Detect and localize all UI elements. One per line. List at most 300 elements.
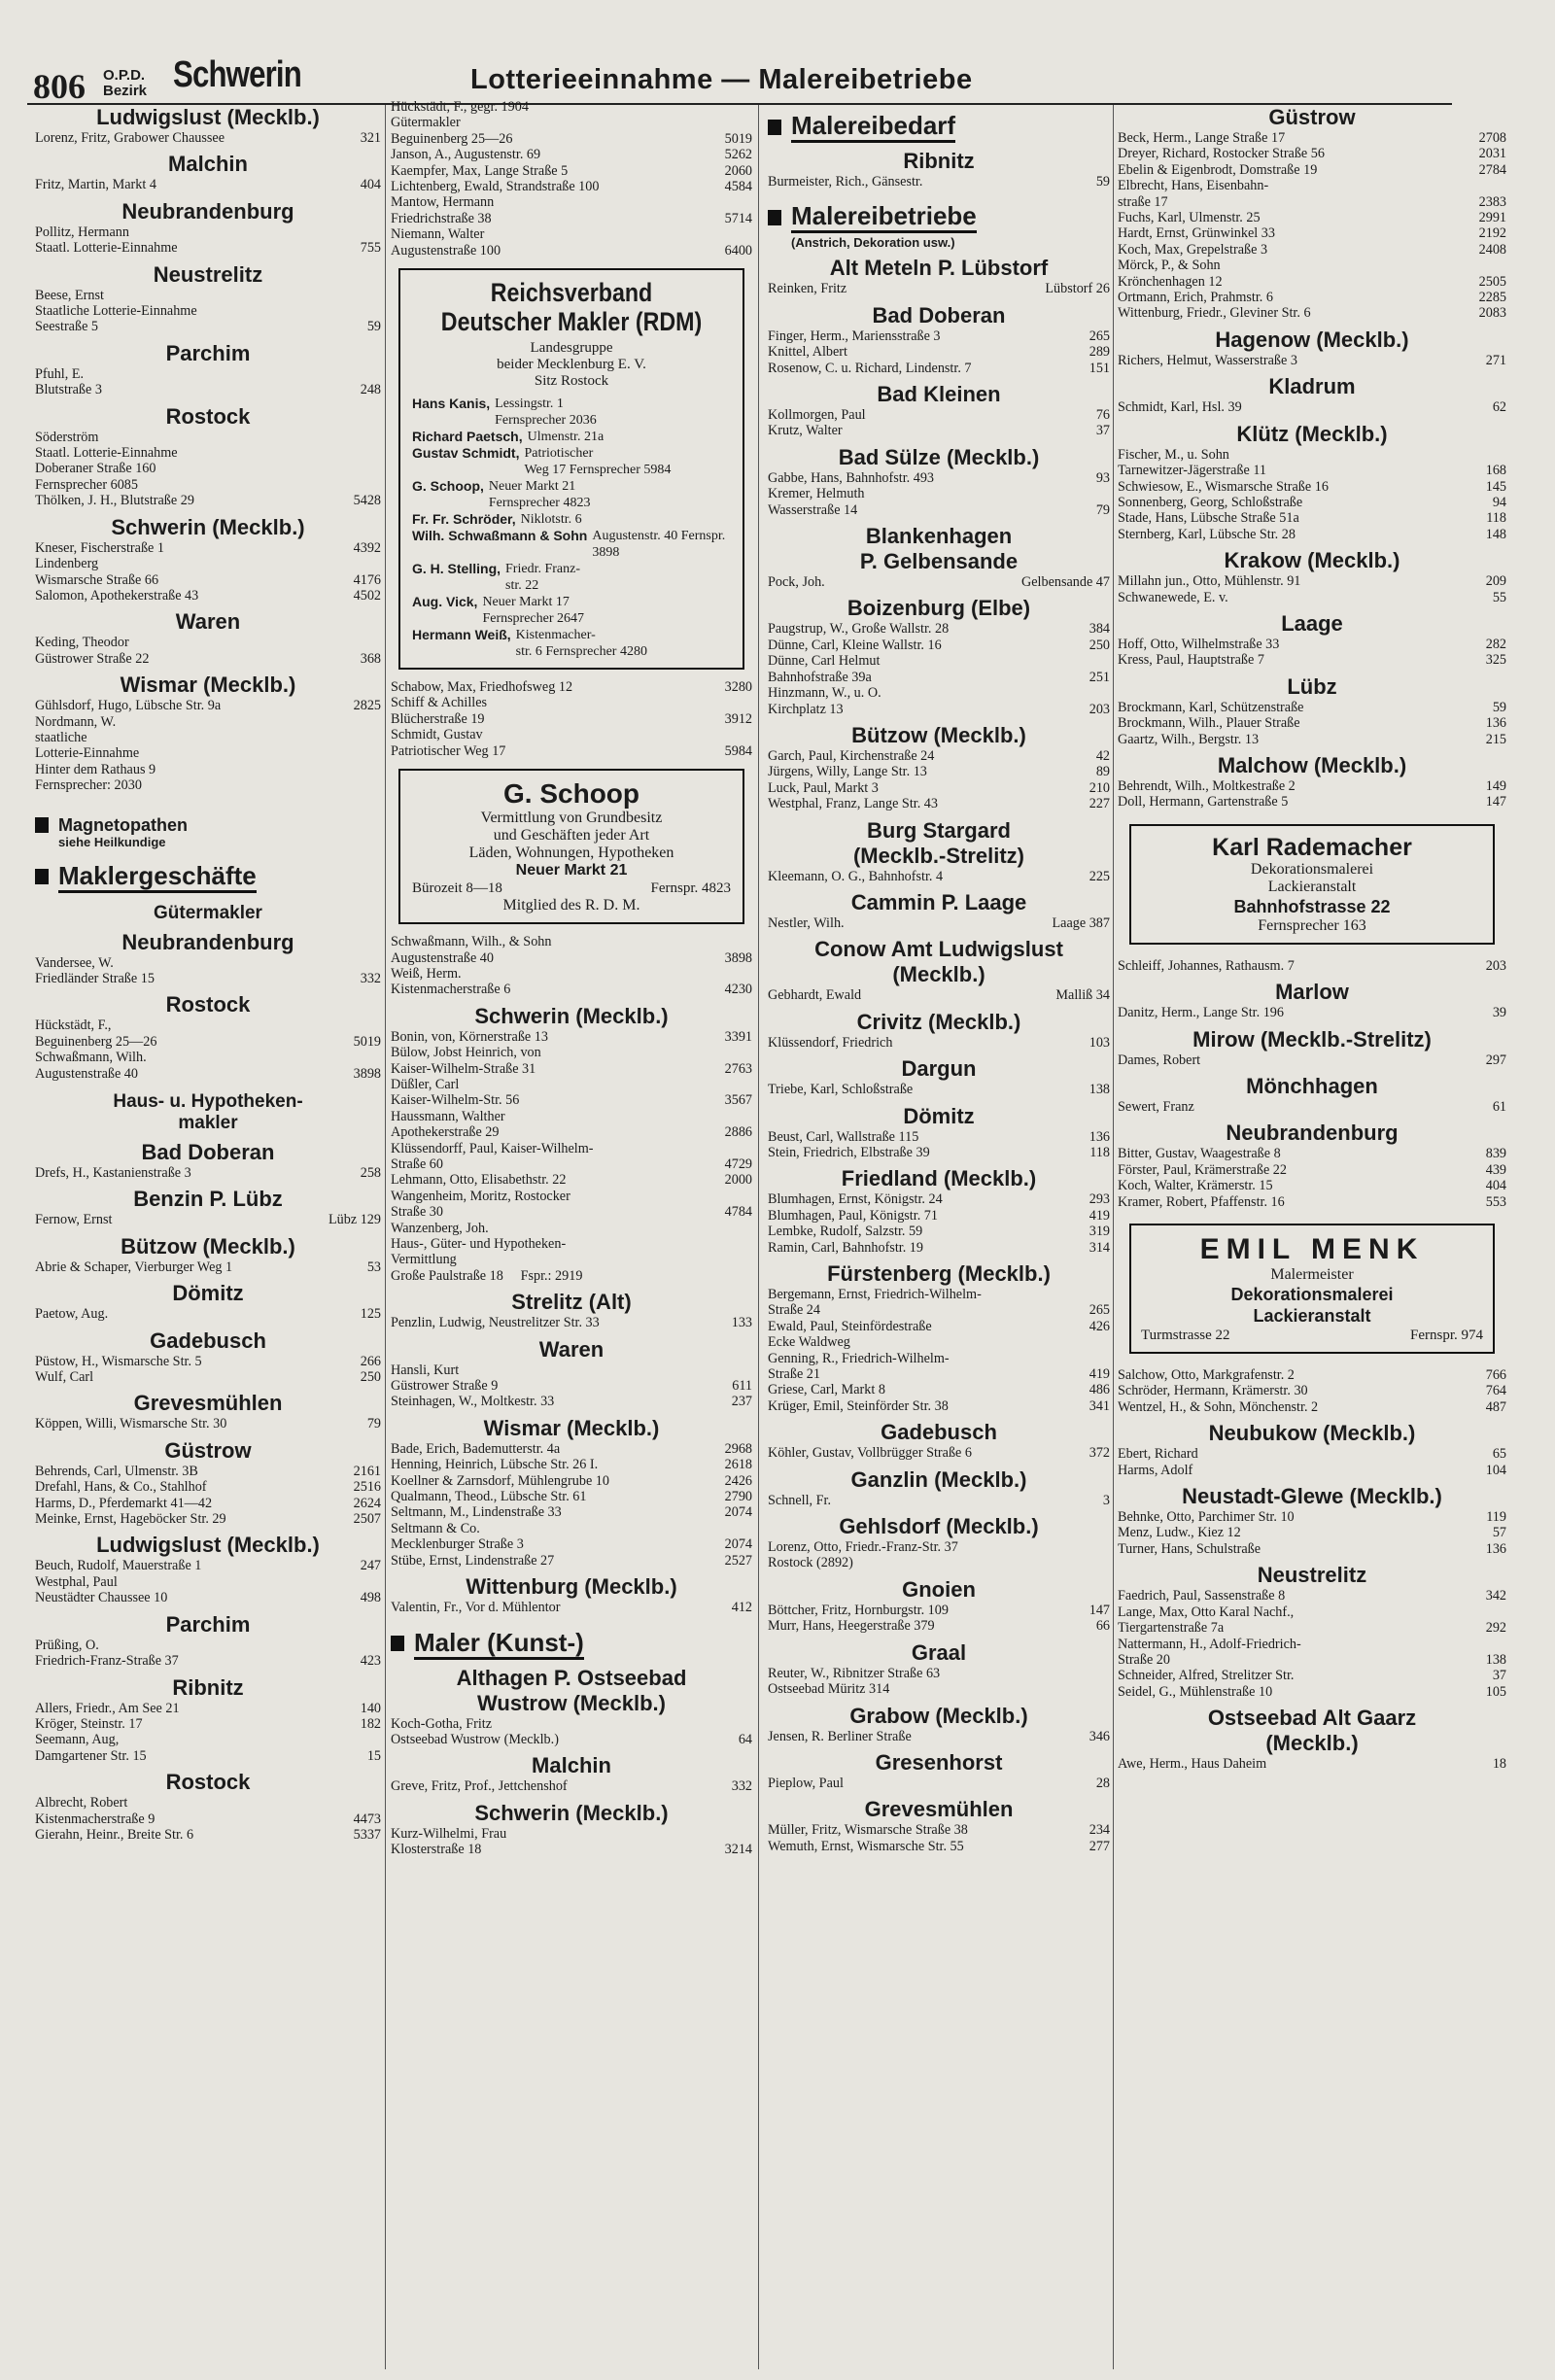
entry-text: Richers, Helmut, Wasserstraße 3 (1118, 352, 1297, 368)
place-heading: Gnoien (902, 1576, 976, 1602)
entry-number: 140 (360, 1700, 381, 1716)
entry-number: 89 (1095, 764, 1110, 780)
entry-text: Kleemann, O. G., Bahnhofstr. 4 (768, 868, 944, 884)
entry-row (35, 714, 381, 794)
entry-text: Beuch, Rudolf, Mauerstraße 1 (35, 1558, 202, 1574)
entry-row (35, 1369, 381, 1385)
place-heading: Blankenhagen P. Gelbensande (859, 524, 1019, 574)
entry-text: Westphal, Paul Neustädter Chaussee 10 (35, 1573, 168, 1606)
category-heading: Gütermakler (154, 902, 262, 923)
entry-text: Wanzenberg, Joh. Haus-, Güter- und Hypotheken- Vermittlung Große Paulstraße 18 Fspr.: 2919 (391, 1220, 583, 1284)
entry-row (768, 574, 1110, 590)
place-heading: Bad Sülze (Mecklb.) (838, 444, 1040, 469)
place-heading: Grabow (Mecklb.) (849, 1703, 1028, 1728)
entry-number: 151 (1088, 360, 1110, 376)
bezirk-label: Bezirk (103, 83, 148, 99)
entry-number: 79 (366, 1416, 381, 1432)
menk-ad-box (1129, 1224, 1495, 1354)
entry-text: Pollitz, Hermann Staatl. Lotterie-Einnahme (35, 224, 178, 257)
entry-row (391, 1029, 752, 1045)
entry-number: 289 (1088, 344, 1110, 361)
entry-number: 5019 (353, 1033, 381, 1050)
rademacher-phone: Fernsprecher 163 (1258, 916, 1366, 934)
entry-number: 297 (1485, 1052, 1506, 1068)
entry-number: 225 (1088, 868, 1110, 884)
entry-row (768, 1240, 1110, 1256)
member-details: Neuer Markt 21 Fernsprecher 4823 (488, 479, 591, 511)
entry-number: 149 (1485, 777, 1506, 794)
entry-text: Penzlin, Ludwig, Neustrelitzer Str. 33 (391, 1315, 600, 1331)
member-details: Patriotischer Weg 17 Fernsprecher 5984 (524, 446, 672, 478)
entry-row (1118, 527, 1506, 542)
entry-text: Ramin, Carl, Bahnhofstr. 19 (768, 1239, 923, 1256)
place-heading: Grevesmühlen (864, 1797, 1014, 1822)
place-heading: Benzin P. Lübz (133, 1187, 283, 1212)
entry-text: Kneser, Fischerstraße 1 (35, 539, 164, 556)
entry-row (35, 1050, 381, 1082)
place-heading: Fürstenberg (Mecklb.) (827, 1261, 1051, 1286)
entry-row (1118, 1756, 1506, 1772)
entry-row (35, 588, 381, 604)
entry-row (391, 1045, 752, 1077)
menk-address: Turmstrasse 22 (1141, 1328, 1230, 1344)
entry-row (768, 174, 1110, 190)
district-city: Schwerin (173, 54, 301, 95)
entry-number: 2790 (724, 1489, 752, 1505)
entry-text: Hückstädt, F., gegr. 1904 Gütermakler Beguinenberg 25—26 (391, 99, 529, 147)
entry-row (1118, 510, 1506, 526)
entry-row (35, 635, 381, 667)
entry-row (391, 695, 752, 727)
entry-number: 145 (1485, 478, 1506, 495)
entry-row (768, 281, 1110, 296)
column-divider (1113, 105, 1114, 2369)
place-heading: Wittenburg (Mecklb.) (466, 1574, 677, 1600)
entry-row (1118, 495, 1506, 510)
schoop-hours-row (412, 880, 731, 897)
entry-row (35, 1018, 381, 1050)
entry-row (768, 764, 1110, 779)
entry-text: Murr, Hans, Heegerstraße 379 (768, 1618, 935, 1635)
member-row (412, 594, 731, 627)
entry-row (35, 224, 381, 257)
section-bullet (35, 869, 49, 884)
entry-row (768, 1035, 1110, 1051)
entry-text: Düßler, Carl Kaiser-Wilhelm-Str. 56 (391, 1076, 520, 1109)
schoop-title: G. Schoop (503, 778, 639, 810)
column-4 (1118, 99, 1506, 2373)
entry-text: Klüssendorff, Paul, Kaiser-Wilhelm- Straße 60 (391, 1140, 594, 1172)
entry-number: 258 (360, 1165, 381, 1181)
member-name: Hans Kanis, (412, 396, 491, 412)
entry-row (1118, 1588, 1506, 1604)
entry-number: 2083 (1478, 305, 1506, 322)
entry-row (768, 1208, 1110, 1224)
place-heading: Ribnitz (903, 149, 975, 173)
entry-row (1118, 637, 1506, 652)
entry-row (1118, 1446, 1506, 1462)
member-details: Augustenstr. 40 Fernspr. 3898 (592, 529, 726, 561)
entry-row (35, 1701, 381, 1716)
place-heading: Güstrow (1268, 105, 1356, 129)
entry-text: Keding, Theodor Güstrower Straße 22 (35, 635, 150, 667)
place-heading: Althagen P. Ostseebad Wustrow (Mecklb.) (456, 1665, 687, 1715)
entry-row (1118, 242, 1506, 258)
schoop-phone: Fernspr. 4823 (650, 880, 731, 897)
member-details: Niklotstr. 6 (520, 512, 582, 528)
entry-number: 4784 (724, 1204, 752, 1221)
entry-number: 2708 (1478, 130, 1506, 146)
entry-row (35, 1574, 381, 1606)
entry-text: Kröger, Steinstr. 17 (35, 1715, 143, 1732)
entry-number: 2763 (724, 1060, 752, 1077)
entry-row (391, 1504, 752, 1520)
place-heading: Rostock (165, 1770, 251, 1795)
entry-number: 5984 (724, 742, 752, 759)
entry-row (1118, 778, 1506, 794)
entry-text: Allers, Friedr., Am See 21 (35, 1700, 180, 1716)
entry-text: Paetow, Aug. (35, 1306, 109, 1323)
entry-number: 5262 (724, 147, 752, 163)
entry-number: 2426 (724, 1472, 752, 1489)
entry-number: 248 (360, 382, 381, 398)
member-name: G. Schoop, (412, 478, 484, 495)
entry-number: Lübz 129 (328, 1212, 381, 1228)
entry-row (1118, 305, 1506, 321)
entry-text: Jensen, R. Berliner Straße (768, 1728, 912, 1744)
entry-row (35, 1416, 381, 1431)
place-heading: Malchin (532, 1753, 611, 1778)
entry-text: Böttcher, Fritz, Hornburgstr. 109 (768, 1602, 949, 1618)
entry-text: Schabow, Max, Friedhofsweg 12 (391, 679, 573, 696)
entry-text: Mantow, Hermann Friedrichstraße 38 (391, 194, 495, 226)
place-heading: Klütz (Mecklb.) (1236, 421, 1388, 446)
entry-text: Steinhagen, W., Moltkestr. 33 (391, 1394, 555, 1410)
entry-text: Henning, Heinrich, Lübsche Str. 26 I. (391, 1457, 599, 1473)
entry-number: 215 (1485, 731, 1506, 747)
entry-text: Gühlsdorf, Hugo, Lübsche Str. 9a (35, 698, 222, 714)
entry-number: 341 (1088, 1397, 1110, 1414)
entry-text: Kremer, Helmuth Wasserstraße 14 (768, 486, 865, 518)
rademacher-title: Karl Rademacher (1212, 833, 1412, 861)
entry-number: 147 (1485, 794, 1506, 811)
entry-number: 265 (1088, 1302, 1110, 1319)
section-title: Maklergeschäfte (58, 861, 257, 893)
entry-number: 65 (1492, 1446, 1506, 1463)
entry-text: Dünne, Carl, Kleine Wallstr. 16 (768, 637, 942, 653)
entry-number: 5428 (353, 493, 381, 509)
entry-text: Lichtenberg, Ewald, Strandstraße 100 (391, 179, 600, 195)
entry-row (35, 1259, 381, 1275)
entry-row (35, 1716, 381, 1732)
entry-number: 3391 (724, 1028, 752, 1045)
entry-number: 321 (360, 130, 381, 146)
entry-row (391, 1489, 752, 1504)
entry-row (768, 621, 1110, 637)
member-row (412, 429, 731, 445)
entry-number: 64 (738, 1731, 752, 1747)
entry-row (391, 1553, 752, 1569)
entry-number: 37 (1492, 1668, 1506, 1684)
entry-row (768, 1082, 1110, 1097)
entry-text: Seltmann & Co. Mecklenburger Straße 3 (391, 1520, 524, 1553)
place-heading: Gadebusch (150, 1328, 266, 1353)
entry-number: 487 (1485, 1398, 1506, 1415)
entry-text: Lindenberg Wismarsche Straße 66 (35, 556, 159, 588)
entry-text: Seidel, G., Mühlenstraße 10 (1118, 1683, 1273, 1700)
entry-text: Bonin, von, Körnerstraße 13 (391, 1028, 548, 1045)
section-title: Magnetopathen (58, 814, 188, 835)
section-heading (35, 861, 381, 893)
entry-text: Vandersee, W. Friedländer Straße 15 (35, 954, 155, 986)
entry-row (768, 780, 1110, 796)
member-row (412, 561, 731, 594)
entry-text: Fuchs, Karl, Ulmenstr. 25 (1118, 210, 1261, 226)
entry-row (768, 1729, 1110, 1744)
entry-row (35, 540, 381, 556)
entry-row (391, 179, 752, 194)
place-heading: Krakow (Mecklb.) (1224, 548, 1400, 573)
column-1 (35, 99, 381, 2373)
entry-text: Thölken, J. H., Blutstraße 29 (35, 493, 194, 509)
entry-text: Bade, Erich, Bademutterstr. 4a (391, 1440, 561, 1457)
place-heading: Mirow (Mecklb.-Strelitz) (1192, 1026, 1432, 1052)
entry-number: 3898 (353, 1065, 381, 1082)
entry-number: 203 (1088, 701, 1110, 717)
member-name: Gustav Schmidt, (412, 445, 520, 462)
entry-number: 271 (1485, 352, 1506, 368)
menk-title: EMIL MENK (1199, 1233, 1425, 1266)
place-heading: Bützow (Mecklb.) (851, 722, 1026, 747)
entry-text: Elbrecht, Hans, Eisenbahn- straße 17 (1118, 178, 1269, 210)
entry-text: Beust, Carl, Wallstraße 115 (768, 1128, 919, 1145)
entry-row (35, 698, 381, 713)
entry-row (35, 1354, 381, 1369)
entry-row (768, 1618, 1110, 1634)
entry-text: Nordmann, W. staatliche Lotterie-Einnahme Hinter dem Rathaus 9 Fernsprecher: 2030 (35, 713, 156, 794)
entry-row (1118, 700, 1506, 715)
entry-number: 419 (1088, 1366, 1110, 1383)
entry-row (1118, 1005, 1506, 1020)
entry-number: 2527 (724, 1552, 752, 1569)
entry-number: 553 (1485, 1193, 1506, 1210)
entry-text: Beck, Herm., Lange Straße 17 (1118, 130, 1286, 146)
entry-row (1118, 958, 1506, 974)
entry-number: 203 (1485, 957, 1506, 974)
entry-number: 76 (1095, 407, 1110, 424)
entry-text: Drefahl, Hans, & Co., Stahlhof (35, 1479, 207, 1496)
entry-number: 755 (360, 240, 381, 257)
entry-text: Abrie & Schaper, Vierburger Weg 1 (35, 1259, 233, 1275)
entry-number: 6400 (724, 242, 752, 259)
place-heading: Cammin P. Laage (850, 889, 1027, 914)
entry-row (768, 638, 1110, 653)
entry-number: 498 (360, 1590, 381, 1606)
entry-row (1118, 1668, 1506, 1683)
entry-number: 118 (1486, 510, 1506, 527)
entry-number: 266 (360, 1353, 381, 1369)
entry-row (35, 1479, 381, 1495)
entry-text: Reinken, Fritz (768, 281, 847, 297)
entry-number: Gelbensande 47 (1020, 574, 1110, 591)
entry-row (1118, 178, 1506, 210)
entry-number: 61 (1492, 1099, 1506, 1115)
entry-text: Schleiff, Johannes, Rathausm. 7 (1118, 957, 1295, 974)
entry-text: Wemuth, Ernst, Wismarsche Str. 55 (768, 1838, 964, 1854)
entry-text: Sewert, Franz (1118, 1099, 1194, 1115)
entry-row (768, 869, 1110, 884)
entry-text: Dreyer, Richard, Rostocker Straße 56 (1118, 146, 1325, 162)
place-heading: Strelitz (Alt) (511, 1290, 632, 1315)
entry-row (391, 1778, 752, 1794)
entry-text: Ebelin & Eigenbrodt, Domstraße 19 (1118, 161, 1318, 178)
entry-text: Behrends, Carl, Ulmenstr. 3B (35, 1463, 198, 1479)
entry-text: Lorenz, Fritz, Grabower Chaussee (35, 130, 225, 146)
entry-text: Bergemann, Ernst, Friedrich-Wilhelm- Straße 24 (768, 1287, 982, 1319)
rdm-title: Reichsverband Deutscher Makler (RDM) (440, 278, 703, 337)
entry-row (391, 966, 752, 998)
entry-row (391, 1141, 752, 1173)
place-heading: Gehlsdorf (Mecklb.) (839, 1514, 1039, 1539)
entry-row (391, 727, 752, 759)
entry-number: 119 (1486, 1509, 1506, 1526)
entry-text: Meinke, Ernst, Hageböcker Str. 29 (35, 1511, 226, 1528)
entry-text: Garch, Paul, Kirchenstraße 24 (768, 747, 935, 764)
entry-row (1118, 1099, 1506, 1115)
place-heading: Crivitz (Mecklb.) (856, 1009, 1021, 1034)
entry-text: Bülow, Jobst Heinrich, von Kaiser-Wilhelm-Straße 31 (391, 1045, 541, 1077)
entry-number: 2000 (724, 1172, 752, 1189)
entry-text: Valentin, Fr., Vor d. Mühlentor (391, 1600, 561, 1616)
entry-text: Koellner & Zarnsdorf, Mühlengrube 10 (391, 1472, 609, 1489)
entry-row (1118, 732, 1506, 747)
entry-number: 2991 (1478, 210, 1506, 226)
entry-text: Koch, Walter, Krämerstr. 15 (1118, 1178, 1273, 1194)
entry-row (768, 1382, 1110, 1397)
entry-text: Pfuhl, E. Blutstraße 3 (35, 365, 102, 398)
entry-number: 5714 (724, 210, 752, 226)
member-name: Hermann Weiß, (412, 627, 511, 643)
entry-row (391, 99, 752, 147)
column-3 (768, 99, 1110, 2373)
member-row (412, 528, 731, 561)
entry-row (391, 1362, 752, 1395)
place-heading: Conow Amt Ludwigslust (Mecklb.) (814, 937, 1063, 987)
member-details: Ulmenstr. 21a (527, 430, 605, 445)
entry-text: Hoff, Otto, Wilhelmstraße 33 (1118, 636, 1280, 652)
entry-text: Seemann, Aug, Damgartener Str. 15 (35, 1732, 147, 1764)
entry-row (35, 177, 381, 192)
member-row (412, 627, 731, 660)
entry-number: 57 (1492, 1525, 1506, 1541)
entry-number: 2031 (1478, 146, 1506, 162)
rademacher-address: Bahnhofstrasse 22 (1233, 896, 1391, 916)
entry-text: Gebhardt, Ewald (768, 987, 862, 1004)
entry-row (768, 685, 1110, 717)
entry-number: 4392 (353, 539, 381, 556)
entry-row (1118, 1162, 1506, 1178)
entry-text: Wittenburg, Friedr., Gleviner Str. 6 (1118, 305, 1311, 322)
entry-number: 4729 (724, 1156, 752, 1172)
entry-text: Köppen, Willi, Wismarsche Str. 30 (35, 1416, 227, 1432)
entry-number: 282 (1485, 636, 1506, 652)
entry-row (35, 1558, 381, 1573)
district-label (103, 68, 147, 99)
entry-number: 250 (1088, 637, 1110, 653)
entry-row (391, 1109, 752, 1141)
place-heading: Bad Kleinen (877, 382, 1001, 407)
entry-text: Müller, Fritz, Wismarsche Straße 38 (768, 1822, 968, 1839)
entry-text: Niemann, Walter Augustenstraße 100 (391, 226, 501, 259)
member-name: G. H. Stelling, (412, 561, 501, 577)
entry-row (391, 1315, 752, 1330)
entry-number: 4230 (724, 982, 752, 998)
entry-text: Schröder, Hermann, Krämerstr. 30 (1118, 1383, 1308, 1399)
schoop-ad-box (398, 769, 744, 924)
entry-row (391, 679, 752, 695)
section-heading (391, 1628, 752, 1660)
entry-text: Seltmann, M., Lindenstraße 33 (391, 1504, 562, 1521)
entry-text: Pock, Joh. (768, 574, 825, 591)
entry-row (391, 194, 752, 226)
entry-row (768, 423, 1110, 438)
entry-number: 62 (1492, 399, 1506, 416)
entry-row (391, 1189, 752, 1221)
section-title: Malereibedarf (791, 111, 955, 143)
entry-text: Schwaßmann, Wilh., & Sohn Augustenstraße 40 (391, 934, 552, 966)
entry-text: Kress, Paul, Hauptstraße 7 (1118, 652, 1264, 669)
entry-text: Turner, Hans, Schulstraße (1118, 1540, 1261, 1557)
entry-text: Krutz, Walter (768, 423, 843, 439)
member-details: Friedr. Franz- str. 22 (505, 562, 580, 594)
place-heading: Waren (538, 1336, 605, 1362)
entry-text: Burmeister, Rich., Gänsestr. (768, 174, 923, 190)
section-heading (35, 815, 381, 835)
schoop-line: und Geschäften jeder Art (493, 827, 650, 845)
entry-text: Sternberg, Karl, Lübsche Str. 28 (1118, 526, 1296, 542)
entry-number: 3912 (724, 710, 752, 727)
menk-line: Dekorationsmalerei (1230, 1285, 1394, 1305)
schoop-line: Läden, Wohnungen, Hypotheken (468, 845, 674, 862)
entry-row (768, 653, 1110, 685)
entry-row (1118, 146, 1506, 161)
page-header (27, 47, 1452, 105)
entry-row (1118, 715, 1506, 731)
entry-row (35, 493, 381, 508)
entry-number: 136 (1485, 1540, 1506, 1557)
entry-row (35, 556, 381, 588)
entry-number: 247 (360, 1558, 381, 1574)
entry-row (35, 1212, 381, 1227)
menk-line: Malermeister (1270, 1266, 1354, 1284)
entry-text: Schmidt, Gustav Patriotischer Weg 17 (391, 727, 506, 759)
place-heading: Malchow (Mecklb.) (1217, 752, 1407, 777)
member-name: Richard Paetsch, (412, 429, 523, 445)
entry-text: Pieplow, Paul (768, 1775, 844, 1791)
entry-row (768, 1603, 1110, 1618)
entry-number: 839 (1485, 1146, 1506, 1162)
entry-row (768, 1666, 1110, 1698)
entry-row (35, 1732, 381, 1764)
entry-row (768, 1145, 1110, 1160)
entry-row (391, 1826, 752, 1858)
entry-row (391, 1716, 752, 1748)
entry-row (1118, 225, 1506, 241)
entry-text: Lembke, Rudolf, Salzstr. 59 (768, 1224, 923, 1240)
schoop-hours: Bürozeit 8—18 (412, 880, 502, 897)
menk-line: Lackieranstalt (1253, 1306, 1371, 1327)
place-heading: Graal (911, 1639, 967, 1665)
